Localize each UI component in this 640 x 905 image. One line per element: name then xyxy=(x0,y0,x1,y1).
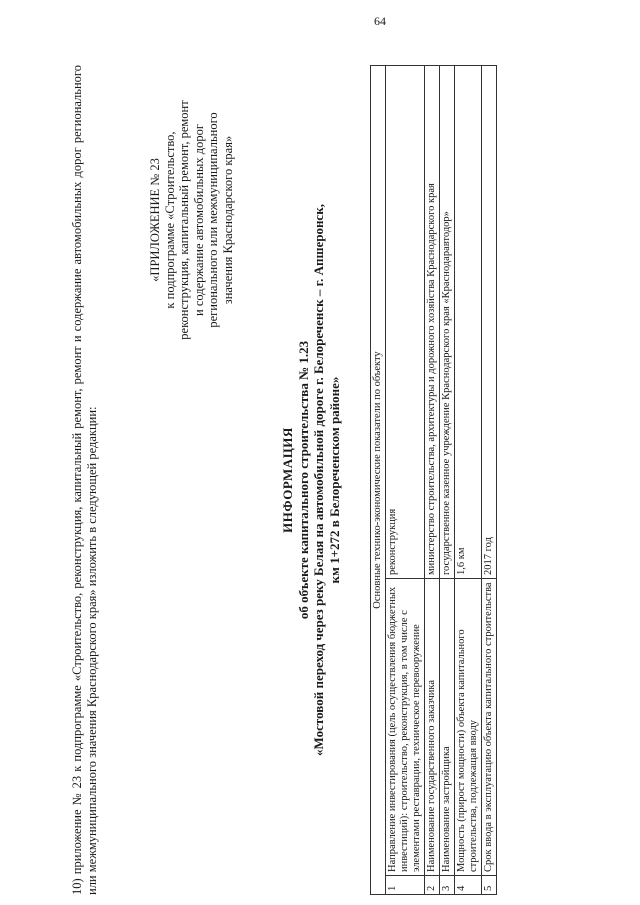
indicators-table xyxy=(370,65,497,895)
title-object-name: «Мостовой переход через реку Белая на автомобильной дороге г. Белореченск – г. Апшеронск, xyxy=(311,204,326,756)
title-object-location: км 1+272 в Белореченском районе» xyxy=(326,376,342,584)
intro-paragraph: 10) приложение № 23 к подпрограмме «Строительство, реконструкция, капитальный ремонт, ремонт и содержание автомобильных дорог регионального или межмуниципального значения Краснодарского края» изложить в следующей редакции: xyxy=(70,65,99,895)
table-row xyxy=(386,66,425,895)
page-number: 64 xyxy=(374,14,386,28)
row-name: Направление инвестирования (цель осуществления бюджетных инвестиций): строительство, реконструкция, в том числе с элементами реставрации, техническое перевооружение xyxy=(386,579,425,876)
document-title xyxy=(280,65,342,895)
appendix-heading xyxy=(148,100,235,340)
row-value: реконструкция xyxy=(386,66,425,579)
row-name: Наименование государственного заказчика xyxy=(425,579,440,876)
table-row xyxy=(455,66,482,895)
row-number: 2 xyxy=(425,876,440,895)
row-name: Наименование застройщика xyxy=(440,579,455,876)
row-name: Мощность (прирост мощности) объекта капитального строительства, подлежащая вводу xyxy=(455,579,482,876)
table-row xyxy=(482,66,497,895)
row-value: 2017 год xyxy=(482,66,497,579)
appendix-line: реконструкция, капитальный ремонт, ремонт xyxy=(177,100,191,340)
row-number: 3 xyxy=(440,876,455,895)
appendix-line: регионального или межмуниципального xyxy=(206,112,220,328)
table-header: Основные технико-экономические показатели по объекту xyxy=(371,66,386,895)
row-number: 1 xyxy=(386,876,425,895)
rotated-page-content xyxy=(70,25,630,895)
row-name: Срок ввода в эксплуатацию объекта капитального строительства xyxy=(482,579,497,876)
appendix-line: «ПРИЛОЖЕНИЕ № 23 xyxy=(148,158,162,282)
table-row xyxy=(425,66,440,895)
row-value: 1,6 км xyxy=(455,66,482,579)
row-number: 4 xyxy=(455,876,482,895)
row-value: государственное казенное учреждение Краснодарского края «Краснодаравтодор» xyxy=(440,66,455,579)
appendix-line: и содержание автомобильных дорог xyxy=(191,124,206,316)
row-number: 5 xyxy=(482,876,497,895)
row-value: министерство строительства, архитектуры и дорожного хозяйства Краснодарского края xyxy=(425,66,440,579)
title-heading: ИНФОРМАЦИЯ xyxy=(280,427,295,533)
appendix-line: к подпрограмме «Строительство, xyxy=(162,131,177,309)
appendix-line: значения Краснодарского края» xyxy=(220,135,235,305)
title-subheading: об объекте капитального строительства № 1.23 xyxy=(295,340,311,620)
table-row xyxy=(440,66,455,895)
